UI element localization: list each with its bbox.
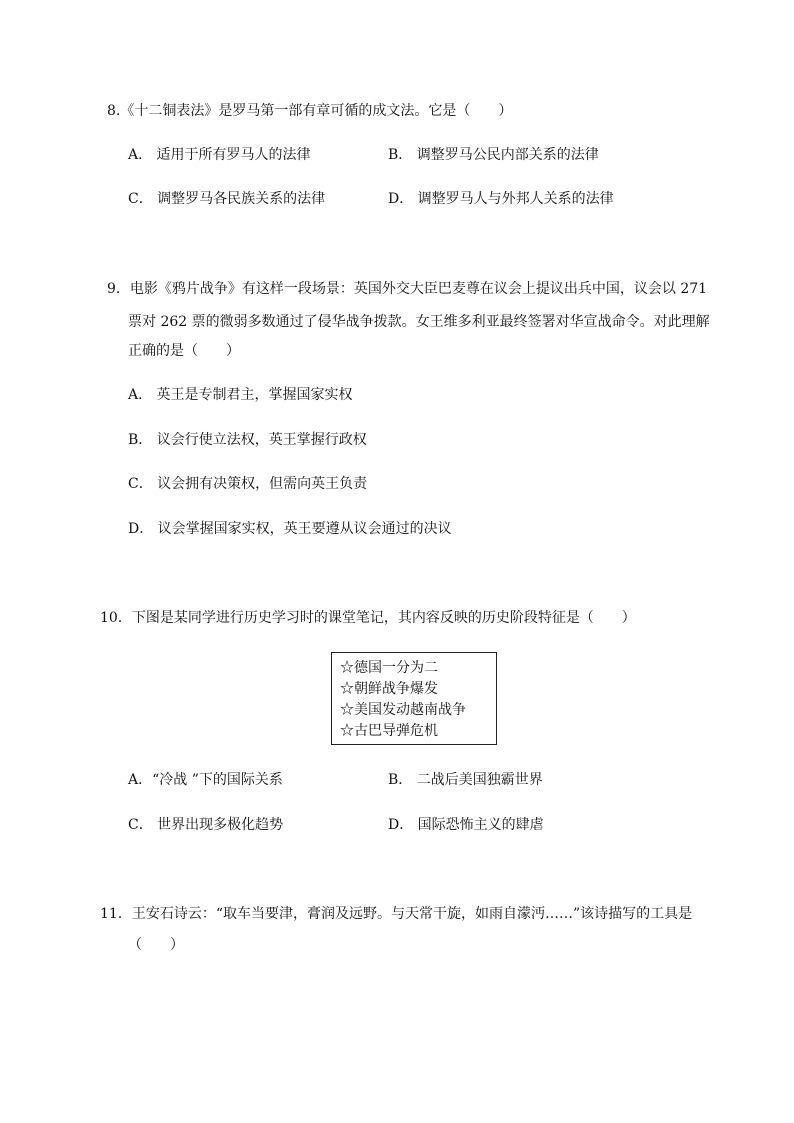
note-item: ☆古巴导弹危机 [340,723,438,739]
class-notes-box [331,652,497,745]
question-8-stem: 8.《十二铜表法》是罗马第一部有章可循的成文法。它是（ ） [107,103,513,119]
question-10-option-d: D． 国际恐怖主义的肆虐 [388,817,544,833]
question-8-option-d: D． 调整罗马人与外邦人关系的法律 [388,191,614,207]
question-9-stem-line-2: 票对 262 票的微弱多数通过了侵华战争拨款。女王维多利亚最终签署对华宣战命令。对此理解 [128,314,710,330]
question-10-option-b: B． 二战后美国独霸世界 [388,772,543,788]
question-11-stem-line-2: （ ） [128,937,184,953]
question-9-stem-line-1: 9．电影《鸦片战争》有这样一段场景：英国外交大臣巴麦尊在议会上提议出兵中国，议会以 271 [107,281,708,297]
question-9-option-c: C． 议会拥有决策权，但需向英王负责 [128,476,368,492]
note-item: ☆德国一分为二 [340,660,438,676]
question-11-stem-line-1: 11．王安石诗云：“取车当要津，膏润及远野。与天常干旋，如雨自濛沔……”该诗描写的工具是 [100,906,693,922]
question-9-option-d: D． 议会掌握国家实权，英王要遵从议会通过的决议 [128,521,452,537]
note-item: ☆朝鲜战争爆发 [340,681,438,697]
question-8-option-b: B． 调整罗马公民内部关系的法律 [388,147,599,163]
question-9-option-b: B． 议会行使立法权，英王掌握行政权 [128,432,367,448]
question-10-stem: 10．下图是某同学进行历史学习时的课堂笔记，其内容反映的历史阶段特征是（ ） [100,610,636,626]
question-10-option-c: C． 世界出现多极化趋势 [128,817,284,833]
question-9-option-a: A． 英王是专制君主，掌握国家实权 [128,387,353,403]
note-item: ☆美国发动越南战争 [340,702,466,718]
question-10-option-a: A．“冷战 ”下的国际关系 [128,772,283,788]
question-8-option-c: C． 调整罗马各民族关系的法律 [128,191,326,207]
question-9-stem-line-3: 正确的是（ ） [128,343,240,359]
question-8-option-a: A． 适用于所有罗马人的法律 [128,147,311,163]
